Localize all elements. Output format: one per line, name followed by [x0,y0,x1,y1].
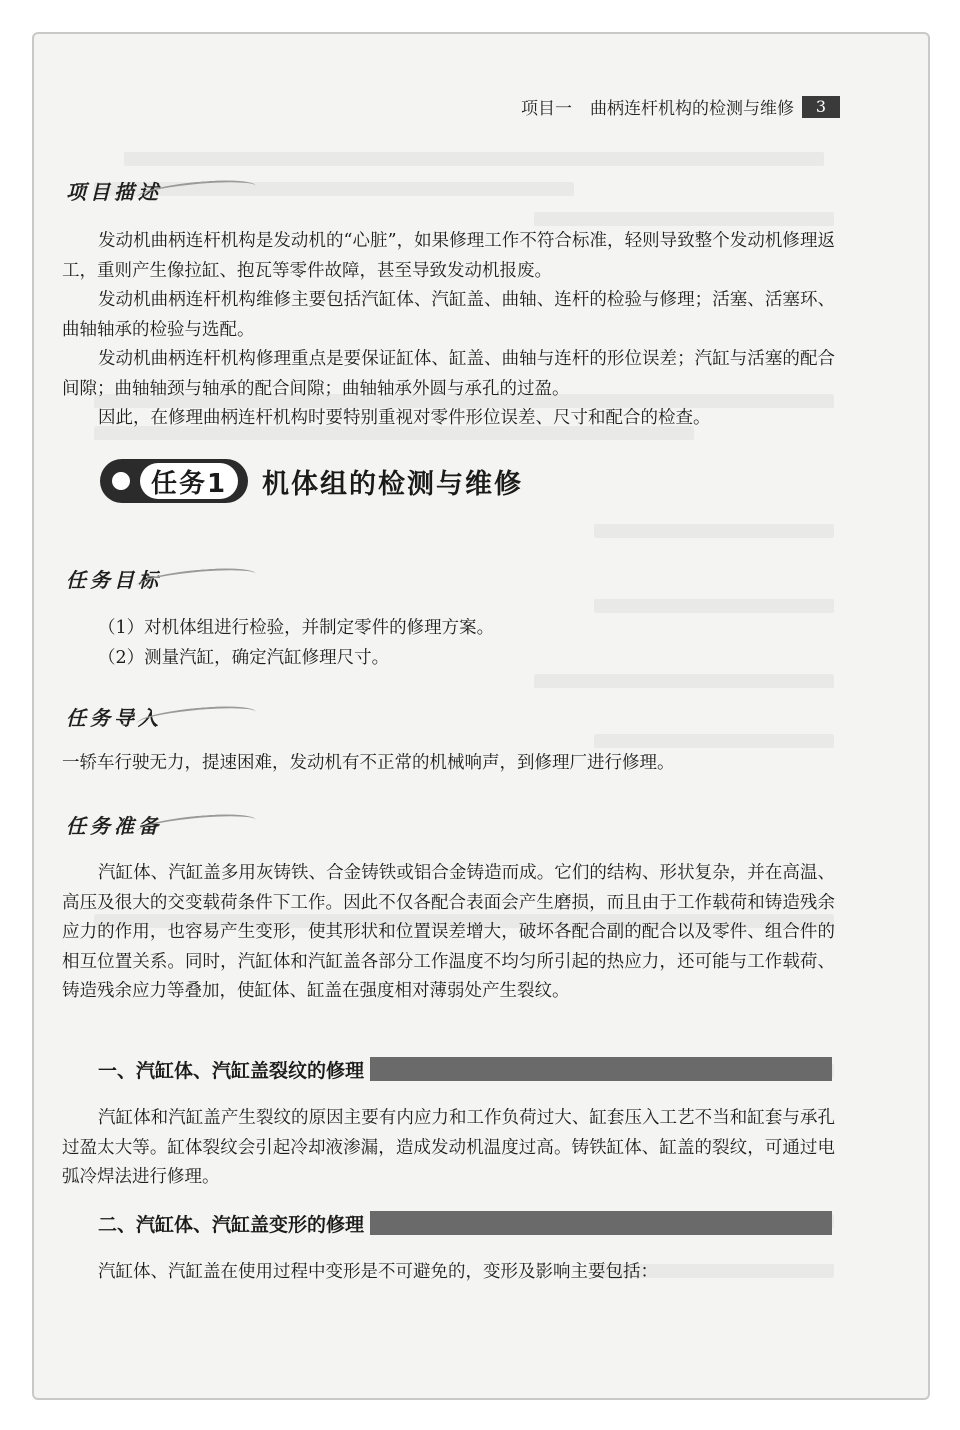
intro-paragraph: 一轿车行驶无力，提速困难，发动机有不正常的机械响声，到修理厂进行修理。 [62,753,675,773]
description-paragraph-2: 发动机曲柄连杆机构维修主要包括汽缸体、汽缸盖、曲轴、连杆的检验与修理；活塞、活塞环、曲轴轴承的检验与选配。 [62,290,835,340]
heading-task-intro: 任务导入 [66,702,162,731]
description-paragraph-4: 因此，在修理曲柄连杆机构时要特别重视对零件形位误差、尺寸和配合的检查。 [98,408,711,428]
task-badge [100,459,248,503]
task-title: 机体组的检测与维修 [262,468,523,500]
crack-repair-paragraph: 汽缸体和汽缸盖产生裂纹的原因主要有内应力和工作负荷过大、缸套压入工艺不当和缸套与承孔过盈太大等。缸体裂纹会引起冷却液渗漏，造成发动机温度过高。铸铁缸体、缸盖的裂纹，可通过电弧冷焊法进行修理。 [62,1108,835,1187]
description-paragraph-3: 发动机曲柄连杆机构修理重点是要保证缸体、缸盖、曲轴与连杆的形位误差；汽缸与活塞的配合间隙；曲轴轴颈与轴承的配合间隙；曲轴轴承外圆与承孔的过盈。 [62,349,835,399]
header-title: 曲柄连杆机构的检测与维修 [590,99,794,119]
heading-task-objectives: 任务目标 [66,564,162,593]
bullet-dot-icon [112,472,130,490]
description-paragraph-1: 发动机曲柄连杆机构是发动机的“心脏”，如果修理工作不符合标准，轻则导致整个发动机修理返工，重则产生像拉缸、抱瓦等零件故障，甚至导致发动机报废。 [62,231,835,281]
header-project: 项目一 [521,99,572,119]
heading-project-description: 项目描述 [66,176,162,205]
page-number: 3 [802,96,840,118]
task-banner [100,456,523,506]
heading-bar [370,1057,832,1081]
task-label: 任务1 [140,463,238,499]
objective-item-2: （2）测量汽缸，确定汽缸修理尺寸。 [98,648,390,668]
preparation-paragraph: 汽缸体、汽缸盖多用灰铸铁、合金铸铁或铝合金铸造而成。它们的结构、形状复杂，并在高温、高压及很大的交变载荷条件下工作。因此不仅各配合表面会产生磨损，而且由于工作载荷和铸造残余应力的作用，也容易产生变形，使其形状和位置误差增大，破坏各配合副的配合以及零件、组合件的相互位置关系。同时，汽缸体和汽缸盖各部分工作温度不均匀所引起的热应力，还可能与工作载荷、铸造残余应力等叠加，使缸体、缸盖在强度相对薄弱处产生裂纹。 [62,863,835,1001]
deformation-repair-paragraph: 汽缸体、汽缸盖在使用过程中变形是不可避免的，变形及影响主要包括： [98,1262,658,1282]
subheading-deformation-repair: 二、汽缸体、汽缸盖变形的修理 [98,1208,832,1238]
objective-item-1: （1）对机体组进行检验，并制定零件的修理方案。 [98,618,495,638]
heading-bar [370,1211,832,1235]
running-header [521,94,840,119]
heading-task-preparation: 任务准备 [66,810,162,839]
book-page [32,32,930,1400]
subheading-crack-repair: 一、汽缸体、汽缸盖裂纹的修理 [98,1054,832,1084]
